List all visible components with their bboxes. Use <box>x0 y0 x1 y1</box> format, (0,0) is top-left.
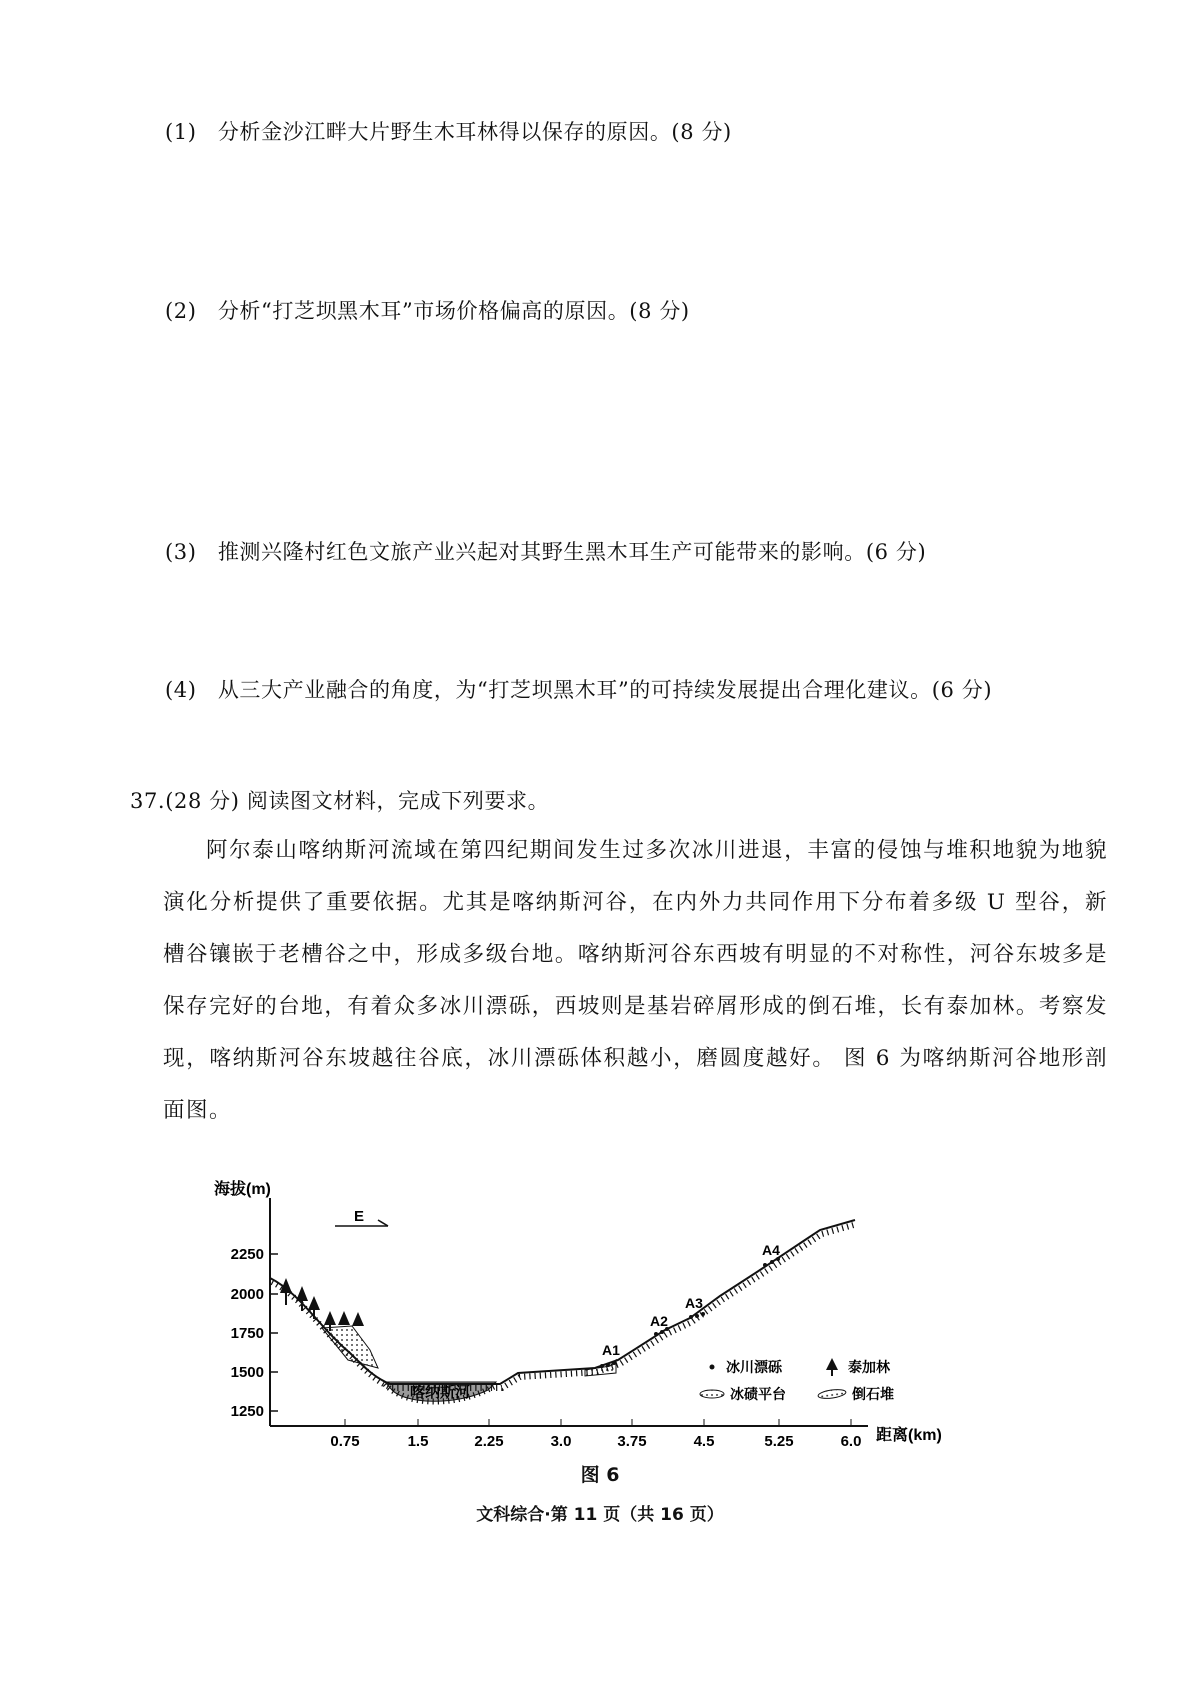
x-tick-label: 1.5 <box>407 1433 429 1448</box>
question-3 <box>165 536 926 566</box>
x-tick-label: 5.25 <box>764 1433 794 1448</box>
question-text: 推测兴隆村红色文旅产业兴起对其野生黑木耳生产可能带来的影响。(6 分) <box>217 540 927 564</box>
question-text: 分析金沙江畔大片野生木耳林得以保存的原因。(8 分) <box>217 120 732 144</box>
valley-profile-figure <box>200 1178 1030 1448</box>
figure-caption: 图 6 <box>580 1464 620 1486</box>
y-tick-label: 1500 <box>230 1364 264 1381</box>
question-2 <box>165 295 690 325</box>
legend-label: 泰加林 <box>848 1359 890 1375</box>
x-tick-label: 0.75 <box>330 1433 360 1448</box>
question-number: (3) <box>165 540 197 564</box>
point-label: A1 <box>602 1342 620 1358</box>
x-tick-label: 4.5 <box>693 1433 715 1448</box>
talus-icon <box>818 1388 847 1400</box>
question-number: (1) <box>165 120 197 144</box>
x-tick-label: 6.0 <box>840 1433 862 1448</box>
point-label: A4 <box>762 1242 780 1258</box>
taiga-forest <box>280 1278 364 1331</box>
glacial-boulder-icon <box>710 1365 715 1370</box>
y-axis-label: 海拔(m) <box>214 1181 271 1198</box>
point-label: A2 <box>650 1313 668 1329</box>
x-axis-label: 距离(km) <box>876 1427 942 1444</box>
moraine-platform-icon <box>700 1390 724 1398</box>
x-ticks <box>330 1419 861 1448</box>
question-1 <box>165 116 732 146</box>
question-37-material: 阿尔泰山喀纳斯河流域在第四纪期间发生过多次冰川进退，丰富的侵蚀与堆积地貌为地貌演化分析提供了重要依据。尤其是喀纳斯河谷，在内外力共同作用下分布着多级 U 型谷，新槽谷镶嵌于老槽谷之中，形成多级台地。喀纳斯河谷东西坡有明显的不对称性，河谷东坡多是保存完好的台地，有着众多冰川漂砾，西坡则是基岩碎屑形成的倒石堆，长有泰加林。考察发现，喀纳斯河谷东坡越往谷底，冰川漂砾体积越小，磨圆度越好。 图 6 为喀纳斯河谷地形剖面图。 <box>163 838 1108 1123</box>
legend-label: 冰碛平台 <box>730 1386 786 1402</box>
direction-label: E <box>354 1208 365 1225</box>
question-text: 从三大产业融合的角度，为“打芝坝黑木耳”的可持续发展提出合理化建议。(6 分) <box>217 678 993 702</box>
y-tick-label: 2250 <box>230 1246 264 1263</box>
river-label: 喀纳斯河 <box>410 1384 471 1401</box>
x-tick-label: 3.75 <box>617 1433 647 1448</box>
talus-deposit <box>322 1326 378 1368</box>
question-number: (4) <box>165 678 197 702</box>
page-footer: 文科综合·第 11 页（共 16 页） <box>476 1505 724 1525</box>
x-tick-label: 2.25 <box>474 1433 504 1448</box>
question-37-heading: 37.(28 分) 阅读图文材料，完成下列要求。 <box>130 789 550 813</box>
x-tick-label: 3.0 <box>550 1433 572 1448</box>
taiga-icon <box>826 1358 838 1376</box>
question-4 <box>165 668 1115 713</box>
legend <box>700 1358 894 1402</box>
y-tick-label: 1250 <box>230 1403 264 1420</box>
legend-label: 冰川漂砾 <box>726 1359 782 1375</box>
question-number: (2) <box>165 299 197 323</box>
y-tick-label: 2000 <box>230 1286 264 1303</box>
point-label: A3 <box>685 1295 703 1311</box>
legend-label: 倒石堆 <box>852 1386 894 1402</box>
direction-arrow <box>335 1208 388 1226</box>
question-text: 分析“打芝坝黑木耳”市场价格偏高的原因。(8 分) <box>217 299 690 323</box>
terrace-labels <box>602 1242 780 1358</box>
y-tick-label: 1750 <box>230 1325 264 1342</box>
